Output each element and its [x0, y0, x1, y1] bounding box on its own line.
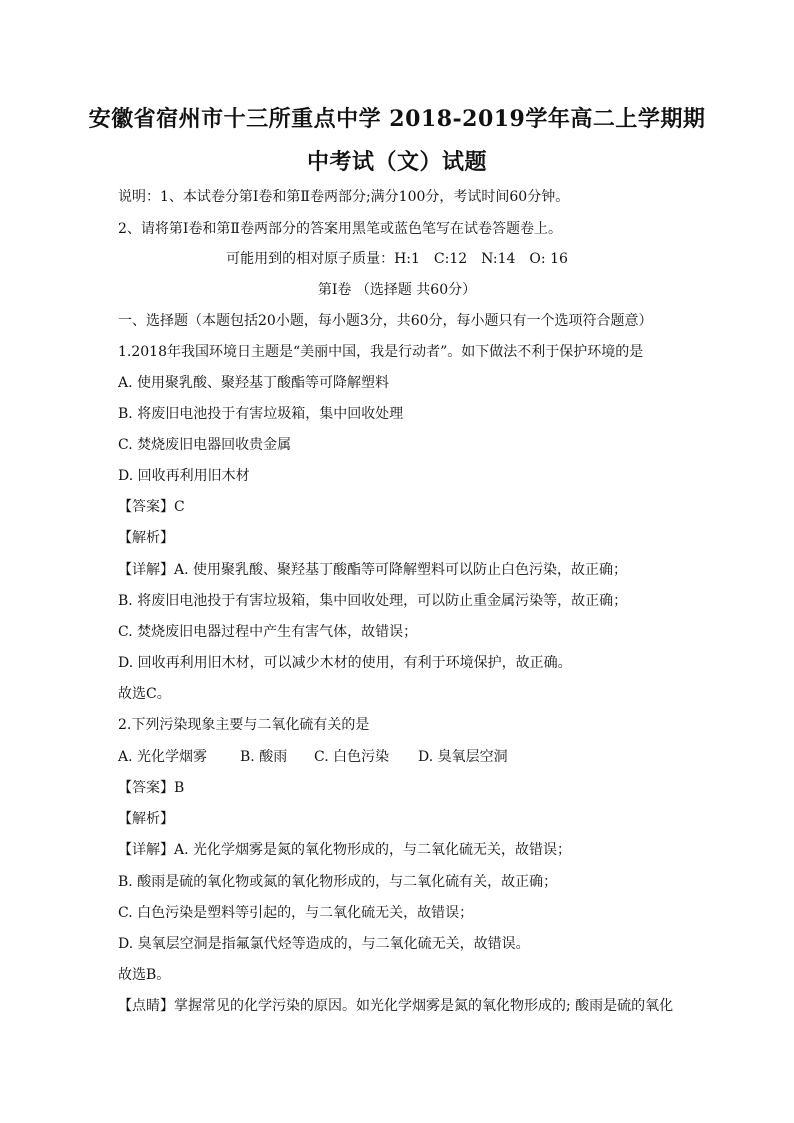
- question-2-option-d: D. 臭氧层空洞: [418, 749, 508, 765]
- question-2-analysis-label: 【解析】: [118, 811, 174, 827]
- document-title-line2: 中考试（文）试题: [306, 149, 487, 175]
- question-1-option-c: C. 焚烧废旧电器回收贵金属: [118, 437, 292, 453]
- intro-note-2: 2、请将第Ⅰ卷和第Ⅱ卷两部分的答案用黑笔或蓝色笔写在试卷答题卷上。: [118, 221, 562, 237]
- question-1-conclusion: 故选C。: [118, 686, 171, 702]
- document-title-line1: 安徽省宿州市十三所重点中学 2018-2019学年高二上学期期: [88, 106, 706, 132]
- atomic-mass-line: 可能用到的相对原子质量：H:1 C:12 N:14 O: 16: [226, 251, 568, 267]
- question-2-stem: 2.下列污染现象主要与二氧化硫有关的是: [118, 717, 370, 733]
- question-1-detail-3: C. 焚烧废旧电器过程中产生有害气体，故错误；: [118, 624, 418, 640]
- question-1-option-d: D. 回收再利用旧木材: [118, 468, 250, 484]
- question-2-detail-1: 【详解】A. 光化学烟雾是氮的氧化物形成的，与二氧化硫无关，故错误；: [118, 842, 572, 858]
- question-1-stem: 1.2018年我国环境日主题是“美丽中国，我是行动者”。如下做法不利于保护环境的是: [118, 344, 644, 360]
- question-2-conclusion: 故选B。: [118, 967, 171, 983]
- section-title: 第Ⅰ卷 （选择题 共60分）: [317, 282, 477, 298]
- question-2-comment: 【点睛】掌握常见的化学污染的原因。如光化学烟雾是氮的氧化物形成的; 酸雨是硫的氧化: [118, 998, 674, 1014]
- question-1-detail-4: D. 回收再利用旧木材，可以减少木材的使用，有利于环境保护，故正确。: [118, 655, 572, 671]
- section-instruction: 一、选择题（本题包括20小题，每小题3分，共60分，每小题只有一个选项符合题意）: [118, 313, 653, 329]
- intro-note-1: 说明：1、本试卷分第Ⅰ卷和第Ⅱ卷两部分;满分100分，考试时间60分钟。: [118, 189, 570, 205]
- question-1-detail-2: B. 将废旧电池投于有害垃圾箱，集中回收处理，可以防止重金属污染等，故正确；: [118, 593, 628, 609]
- question-2-option-c: C. 白色污染: [314, 749, 390, 765]
- question-2-detail-2: B. 酸雨是硫的氧化物或氮的氧化物形成的，与二氧化硫有关，故正确；: [118, 874, 558, 890]
- question-1-answer: 【答案】C: [118, 499, 185, 515]
- question-2-answer: 【答案】B: [118, 780, 185, 796]
- question-2-options: [118, 747, 688, 767]
- question-2-option-b: B. 酸雨: [240, 749, 288, 765]
- question-1-detail-1: 【详解】A. 使用聚乳酸、聚羟基丁酸酯等可降解塑料可以防止白色污染，故正确；: [118, 562, 628, 578]
- question-1-option-b: B. 将废旧电池投于有害垃圾箱，集中回收处理: [118, 406, 404, 422]
- question-2-detail-4: D. 臭氧层空洞是指氟氯代烃等造成的，与二氧化硫无关，故错误。: [118, 936, 530, 952]
- question-2-option-a: A. 光化学烟雾: [118, 749, 208, 765]
- question-2-detail-3: C. 白色污染是塑料等引起的，与二氧化硫无关，故错误；: [118, 905, 474, 921]
- question-1-option-a: A. 使用聚乳酸、聚羟基丁酸酯等可降解塑料: [118, 375, 390, 391]
- question-1-analysis-label: 【解析】: [118, 530, 174, 546]
